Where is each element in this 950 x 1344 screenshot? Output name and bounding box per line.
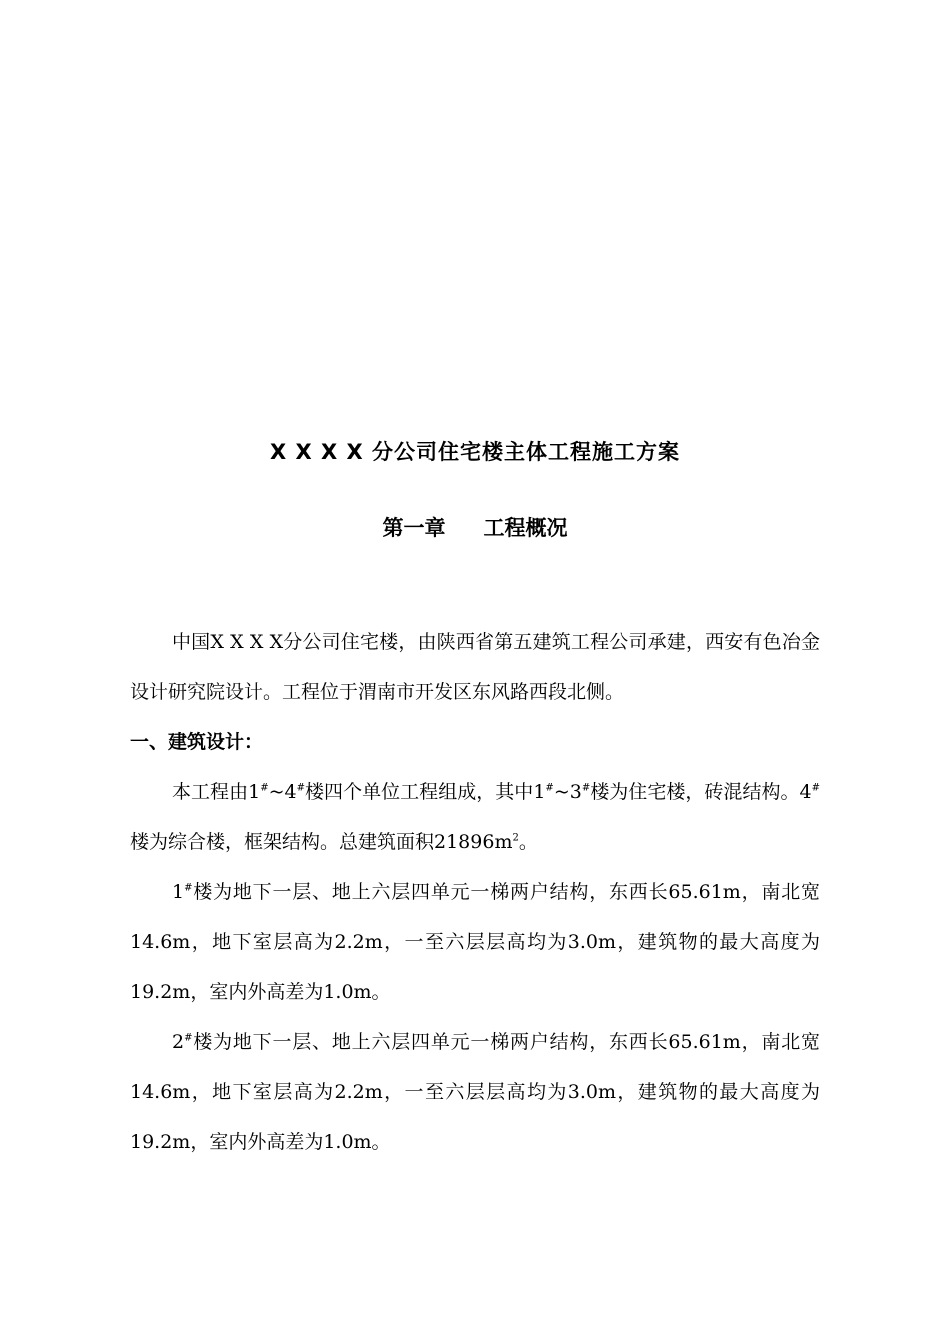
paragraph-building-composition: 本工程由1#~4#楼四个单位工程组成，其中1#~3#楼为住宅楼，砖混结构。4#楼为综合楼，框架结构。总建筑面积$21896m^2$。 [130,781,821,853]
document-title: X X X X 分公司住宅楼主体工程施工方案 [269,440,680,464]
chapter-heading [0,512,950,542]
chapter-number: 第一章 [382,516,446,540]
document-body [130,617,820,1167]
paragraph-building-2: 2#楼为地下一层、地上六层四单元一梯两户结构，东西长65.61m，南北宽14.6m，地下室层高为2.2m，一至六层层高均为3.0m，建筑物的最大高度为19.2m，室内外高差为1.0m。 [130,1031,820,1153]
paragraph-building-1: 1#楼为地下一层、地上六层四单元一梯两户结构，东西长65.61m，南北宽14.6m，地下室层高为2.2m，一至六层层高均为3.0m，建筑物的最大高度为19.2m，室内外高差为1.0m。 [130,881,820,1003]
chapter-title: 工程概况 [483,516,568,540]
intro-paragraph: 中国X X X X分公司住宅楼，由陕西省第五建筑工程公司承建，西安有色冶金设计研究院设计。工程位于渭南市开发区东风路西段北侧。 [130,631,820,703]
section-heading-architecture: 一、建筑设计： [130,731,264,753]
